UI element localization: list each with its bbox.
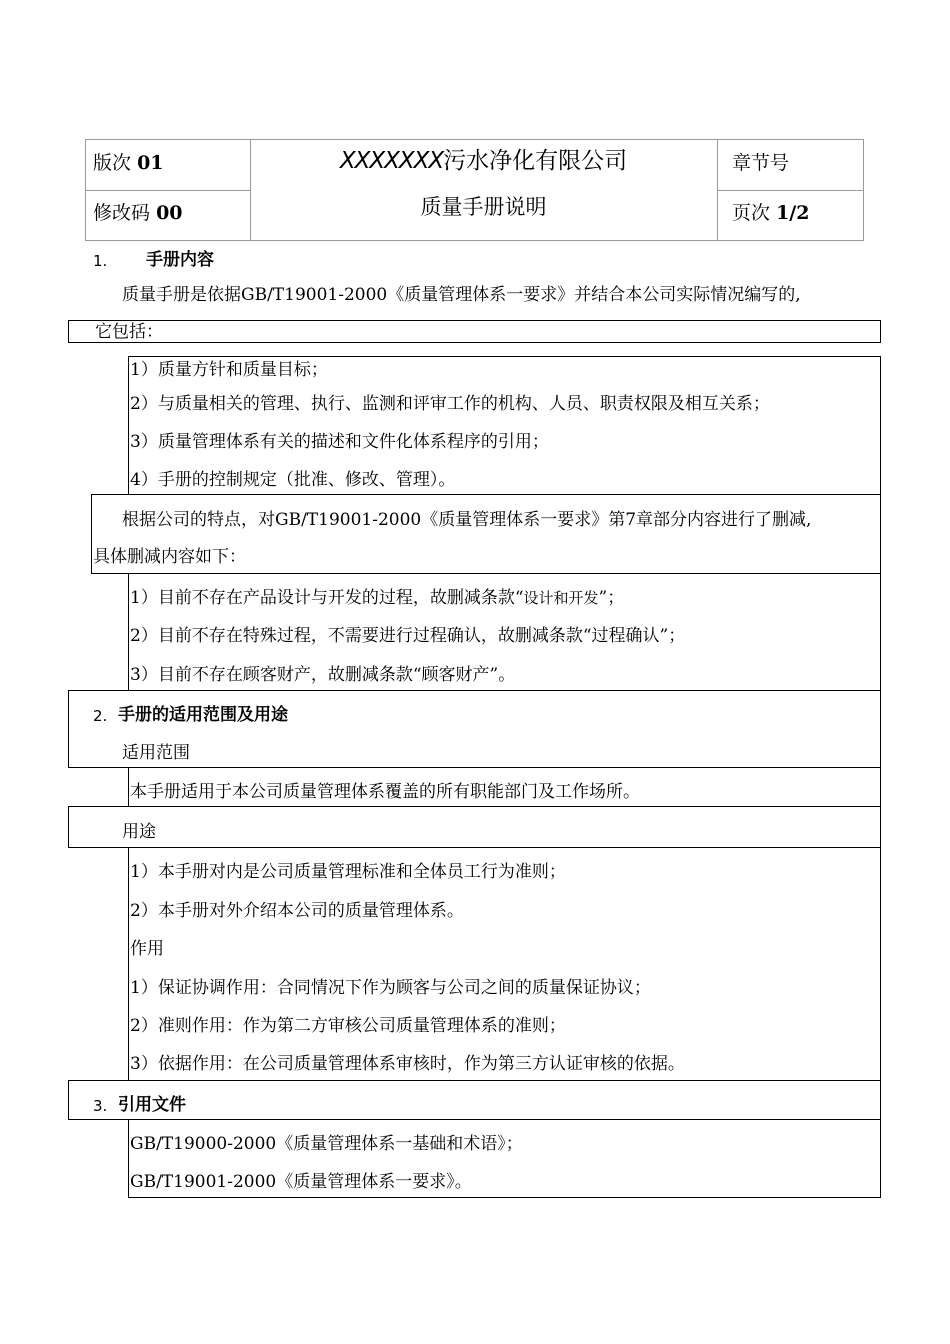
use-heading-frame — [68, 806, 881, 848]
section3-title: 引用文件 — [118, 1095, 186, 1115]
revision-label: 修改码 — [93, 202, 151, 224]
revision-field — [93, 201, 183, 225]
section1-title: 手册内容 — [146, 250, 214, 270]
deletion-item-1-clause: 设计和开发 — [523, 589, 599, 607]
company-name — [250, 146, 717, 176]
version-value: 01 — [137, 152, 164, 174]
section2-number: 2. — [93, 707, 108, 725]
company-name-text: 污水净化有限公司 — [443, 148, 628, 174]
deletion-item-2-clause: 过程确认 — [591, 626, 660, 646]
version-label: 版次 — [93, 152, 132, 174]
section1-intro-line2: 它包括： — [95, 322, 163, 342]
reference-1: GB/T19000-2000《质量管理体系一基础和术语》； — [130, 1134, 523, 1154]
section2-title: 手册的适用范围及用途 — [118, 705, 288, 725]
version-field — [93, 151, 164, 175]
use-item-2: 2）本手册对外介绍本公司的质量管理体系。 — [130, 901, 464, 921]
deletion-item-3-text: 3）目前不存在顾客财产，故删减条款“ — [130, 665, 422, 685]
document-title: 质量手册说明 — [420, 195, 547, 219]
page-label: 页次 — [732, 202, 771, 224]
revision-value: 00 — [156, 202, 183, 224]
section1-intro-line1: 质量手册是依据GB/T19001-2000《质量管理体系一要求》并结合本公司实际情况编写的, — [122, 285, 801, 305]
reference-2: GB/T19001-2000《质量管理体系一要求》。 — [130, 1172, 472, 1192]
function-item-1: 1）保证协调作用：合同情况下作为顾客与公司之间的质量保证协议； — [130, 978, 651, 998]
deletion-intro-line2: 具体删减内容如下： — [93, 547, 246, 567]
deletion-item-1-end: ”； — [598, 588, 625, 608]
deletion-item-3-clause: 顾客财产 — [421, 665, 490, 685]
deletion-item-1 — [130, 587, 624, 609]
section3-number: 3. — [93, 1097, 108, 1115]
intro-frame — [68, 320, 881, 343]
scope-text: 本手册适用于本公司质量管理体系覆盖的所有职能部门及工作场所。 — [130, 782, 640, 802]
function-item-2: 2）准则作用：作为第二方审核公司质量管理体系的准则； — [130, 1016, 566, 1036]
function-item-3: 3）依据作用：在公司质量管理体系审核时，作为第三方认证审核的依据。 — [130, 1054, 685, 1074]
deletion-item-1-text: 1）目前不存在产品设计与开发的过程，故删减条款“ — [130, 588, 524, 608]
scope-heading: 适用范围 — [122, 743, 190, 763]
function-heading: 作用 — [130, 939, 164, 959]
deletion-item-3 — [130, 664, 515, 686]
use-heading: 用途 — [122, 822, 156, 842]
deletion-item-2 — [130, 625, 685, 647]
section3-header-frame — [68, 1080, 881, 1120]
use-item-1: 1）本手册对内是公司质量管理标准和全体员工行为准则； — [130, 862, 566, 882]
page-field — [732, 201, 809, 225]
deletion-item-2-end: ”； — [659, 626, 686, 646]
content-item-3: 3）质量管理体系有关的描述和文件化体系程序的引用； — [130, 432, 549, 452]
deletion-item-3-end: ”。 — [489, 665, 516, 685]
content-item-4: 4）手册的控制规定（批准、修改、管理）。 — [130, 470, 456, 490]
chapter-label: 章节号 — [732, 152, 790, 174]
deletion-item-2-text: 2）目前不存在特殊过程，不需要进行过程确认，故删减条款“ — [130, 626, 592, 646]
page-value: 1/2 — [776, 202, 810, 224]
content-item-1: 1）质量方针和质量目标； — [130, 360, 328, 380]
section1-number: 1. — [93, 252, 108, 270]
content-item-2: 2）与质量相关的管理、执行、监测和评审工作的机构、人员、职责权限及相互关系； — [130, 394, 770, 414]
company-placeholder: XXXXXXX — [339, 148, 444, 174]
deletion-intro-line1: 根据公司的特点，对GB/T19001-2000《质量管理体系一要求》第7章部分内容进行了删减, — [122, 510, 812, 530]
